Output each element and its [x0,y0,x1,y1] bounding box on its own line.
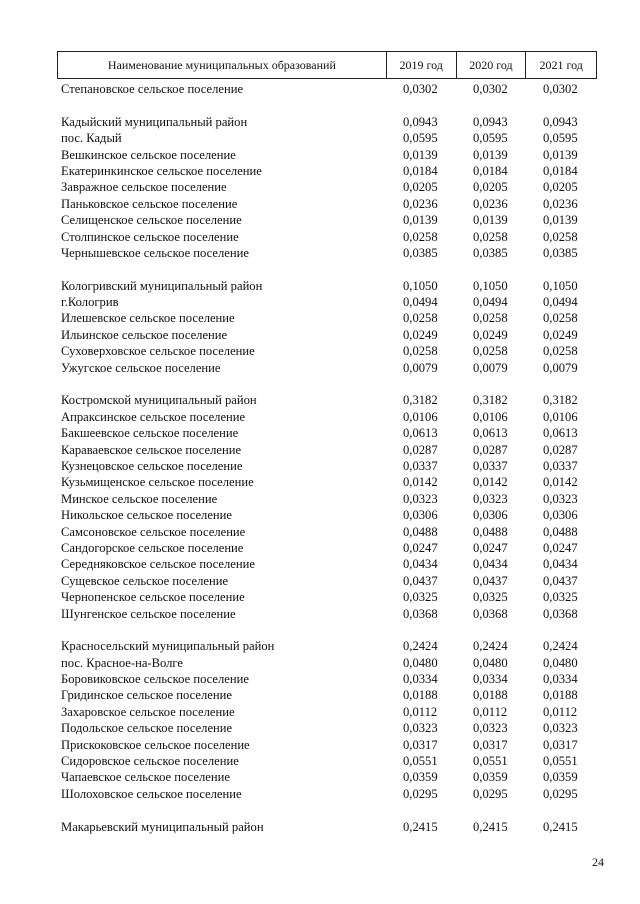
value-cell: 0,0188 [543,688,578,703]
value-cell: 0,0188 [473,688,508,703]
municipality-name: Апраксинское сельское поселение [61,409,246,424]
municipality-name: Суховерховское сельское поселение [61,344,255,359]
table-row [57,245,597,261]
municipality-name: Чернышевское сельское поселение [61,245,249,260]
value-cell: 0,0613 [543,426,578,441]
table-row [57,524,597,540]
municipality-name: Екатеринкинское сельское поселение [61,163,262,178]
value-cell: 0,0247 [473,540,508,555]
table-row [57,163,597,179]
value-cell: 0,0142 [543,475,578,490]
table-row [57,737,597,753]
municipality-name: Ужугское сельское поселение [61,360,221,375]
municipality-name: Кологривский муниципальный район [61,278,263,293]
value-cell: 0,3182 [543,393,578,408]
value-cell: 0,0317 [403,737,438,752]
table-row [57,720,597,736]
value-cell: 0,0595 [403,131,438,146]
municipality-name: Сидоровское сельское поселение [61,754,239,769]
municipality-name: Караваевское сельское поселение [61,442,242,457]
value-cell: 0,0551 [543,754,578,769]
municipality-name: г.Кологрив [61,295,119,310]
value-cell: 0,0112 [473,704,508,719]
value-cell: 0,0943 [543,114,578,129]
table-row [57,589,597,605]
value-cell: 0,0385 [543,245,578,260]
value-cell: 0,0334 [543,672,578,687]
value-cell: 0,0295 [543,786,578,801]
value-cell: 0,0247 [543,540,578,555]
value-cell: 0,0488 [403,524,438,539]
value-cell: 0,0437 [543,573,578,588]
municipality-name: Прискоковское сельское поселение [61,737,250,752]
municipality-name: Чернопенское сельское поселение [61,590,245,605]
value-cell: 0,0295 [473,786,508,801]
value-cell: 0,2415 [473,819,508,834]
table-row [57,704,597,720]
value-cell: 0,0247 [403,540,438,555]
table-row [57,769,597,785]
value-cell: 0,0184 [403,163,438,178]
value-cell: 0,0139 [473,213,508,228]
table-row [57,606,597,622]
value-cell: 0,0488 [473,524,508,539]
value-cell: 0,0325 [403,590,438,605]
municipality-name: Самсоновское сельское поселение [61,524,246,539]
value-cell: 0,3182 [473,393,508,408]
table-body [57,81,597,835]
value-cell: 0,0368 [403,606,438,621]
table-row [57,638,597,654]
municipality-name: пос. Красное-на-Волге [61,655,184,670]
header-year-2019: 2019 год [387,52,457,78]
municipality-name: Вешкинское сельское поселение [61,147,236,162]
municipal-table [57,51,597,835]
value-cell: 0,0368 [473,606,508,621]
value-cell: 0,0494 [403,295,438,310]
value-cell: 0,0205 [473,180,508,195]
value-cell: 0,0437 [403,573,438,588]
value-cell: 0,0295 [403,786,438,801]
municipality-name: Сандогорское сельское поселение [61,540,244,555]
municipality-name: Чапаевское сельское поселение [61,770,230,785]
municipality-name: Кадыйский муниципальный район [61,114,248,129]
municipality-name: Шунгенское сельское поселение [61,606,236,621]
table-row [57,196,597,212]
table-row [57,458,597,474]
value-cell: 0,0184 [473,163,508,178]
table-row [57,786,597,802]
table-row [57,474,597,490]
value-cell: 0,0337 [473,458,508,473]
value-cell: 0,0236 [403,196,438,211]
value-cell: 0,0258 [543,311,578,326]
value-cell: 0,0287 [543,442,578,457]
value-cell: 0,0359 [403,770,438,785]
value-cell: 0,0184 [543,163,578,178]
value-cell: 0,0139 [543,213,578,228]
value-cell: 0,0139 [473,147,508,162]
header-year-2020: 2020 год [457,52,527,78]
value-cell: 0,0258 [473,229,508,244]
municipality-name: Паньковское сельское поселение [61,196,238,211]
municipality-name: Завражное сельское поселение [61,180,227,195]
table-row [57,655,597,671]
value-cell: 0,0258 [473,311,508,326]
value-cell: 0,0112 [403,704,438,719]
municipality-name: Селищенское сельское поселение [61,213,242,228]
value-cell: 0,0142 [473,475,508,490]
value-cell: 0,0317 [473,737,508,752]
table-row [57,114,597,130]
value-cell: 0,0258 [403,311,438,326]
table-row [57,229,597,245]
value-cell: 0,3182 [403,393,438,408]
municipality-name: Минское сельское поселение [61,491,218,506]
municipality-name: Столпинское сельское поселение [61,229,239,244]
value-cell: 0,0385 [403,245,438,260]
value-cell: 0,0106 [543,409,578,424]
table-row [57,409,597,425]
table-row [57,819,597,835]
municipality-name: Кузнецовское сельское поселение [61,458,243,473]
municipality-name: Красносельский муниципальный район [61,639,275,654]
value-cell: 0,0249 [473,327,508,342]
table-row [57,507,597,523]
page-number: 24 [592,855,604,869]
municipality-name: Никольское сельское поселение [61,508,232,523]
spacer-row [57,261,597,277]
value-cell: 0,0287 [473,442,508,457]
table-row [57,671,597,687]
value-cell: 0,0306 [403,508,438,523]
spacer-row [57,97,597,113]
table-row [57,81,597,97]
value-cell: 0,0302 [403,82,438,96]
value-cell: 0,0437 [473,573,508,588]
value-cell: 0,0334 [473,672,508,687]
municipality-name: Кузьмищенское сельское поселение [61,475,254,490]
header-name-column: Наименование муниципальных образований [58,52,387,78]
value-cell: 0,0943 [403,114,438,129]
spacer-row [57,376,597,392]
value-cell: 0,0434 [543,557,578,572]
value-cell: 0,1050 [403,278,438,293]
value-cell: 0,0359 [473,770,508,785]
value-cell: 0,0337 [543,458,578,473]
value-cell: 0,0258 [403,344,438,359]
municipality-name: Захаровское сельское поселение [61,704,235,719]
value-cell: 0,0188 [403,688,438,703]
table-row [57,179,597,195]
value-cell: 0,2415 [543,819,578,834]
spacer-row [57,802,597,818]
table-row [57,294,597,310]
value-cell: 0,0943 [473,114,508,129]
municipality-name: Боровиковское сельское поселение [61,672,249,687]
value-cell: 0,0613 [403,426,438,441]
table-row [57,360,597,376]
municipality-name: Гридинское сельское поселение [61,688,232,703]
value-cell: 0,0325 [543,590,578,605]
table-row [57,573,597,589]
municipality-name: Макарьевский муниципальный район [61,819,264,834]
value-cell: 0,0205 [543,180,578,195]
value-cell: 0,0323 [473,721,508,736]
value-cell: 0,1050 [473,278,508,293]
value-cell: 0,0359 [543,770,578,785]
value-cell: 0,0236 [473,196,508,211]
municipality-name: пос. Кадый [61,131,122,146]
value-cell: 0,0142 [403,475,438,490]
table-row [57,327,597,343]
value-cell: 0,0434 [473,557,508,572]
value-cell: 0,2415 [403,819,438,834]
table-header [57,51,597,79]
municipality-name: Середняковское сельское поселение [61,557,255,572]
value-cell: 0,0139 [403,213,438,228]
table-row [57,310,597,326]
value-cell: 0,0302 [543,82,578,96]
header-year-2021: 2021 год [539,57,583,72]
value-cell: 0,1050 [543,278,578,293]
table-row [57,491,597,507]
municipality-name: Бакшеевское сельское поселение [61,426,239,441]
table-row [57,687,597,703]
table-row [57,753,597,769]
value-cell: 0,0139 [403,147,438,162]
value-cell: 0,0079 [473,360,508,375]
value-cell: 0,2424 [403,639,438,654]
table-row [57,147,597,163]
spacer-row [57,622,597,638]
municipality-name: Ильинское сельское поселение [61,327,228,342]
value-cell: 0,0079 [543,360,578,375]
value-cell: 0,0323 [543,491,578,506]
municipality-name: Илешевское сельское поселение [61,311,235,326]
municipality-name: Подольское сельское поселение [61,721,233,736]
value-cell: 0,2424 [473,639,508,654]
value-cell: 0,0494 [473,295,508,310]
value-cell: 0,0323 [543,721,578,736]
value-cell: 0,0258 [403,229,438,244]
value-cell: 0,0368 [543,606,578,621]
value-cell: 0,0106 [403,409,438,424]
value-cell: 0,0488 [543,524,578,539]
table-row [57,278,597,294]
value-cell: 0,0613 [473,426,508,441]
value-cell: 0,0302 [473,82,508,96]
value-cell: 0,0112 [543,704,578,719]
value-cell: 0,0494 [543,295,578,310]
value-cell: 0,0258 [543,229,578,244]
value-cell: 0,0258 [543,344,578,359]
value-cell: 0,0385 [473,245,508,260]
value-cell: 0,0249 [403,327,438,342]
value-cell: 0,0323 [403,721,438,736]
value-cell: 0,0306 [473,508,508,523]
value-cell: 0,0334 [403,672,438,687]
table-row [57,540,597,556]
value-cell: 0,0106 [473,409,508,424]
value-cell: 0,0337 [403,458,438,473]
table-row [57,212,597,228]
value-cell: 0,0205 [403,180,438,195]
value-cell: 0,0249 [543,327,578,342]
value-cell: 0,0551 [403,754,438,769]
municipality-name: Костромской муниципальный район [61,393,257,408]
value-cell: 0,0434 [403,557,438,572]
value-cell: 0,2424 [543,639,578,654]
value-cell: 0,0258 [473,344,508,359]
value-cell: 0,0323 [403,491,438,506]
value-cell: 0,0325 [473,590,508,605]
value-cell: 0,0595 [543,131,578,146]
table-row [57,556,597,572]
value-cell: 0,0079 [403,360,438,375]
value-cell: 0,0287 [403,442,438,457]
table-row [57,425,597,441]
value-cell: 0,0323 [473,491,508,506]
value-cell: 0,0595 [473,131,508,146]
table-row [57,442,597,458]
value-cell: 0,0480 [473,655,508,670]
value-cell: 0,0317 [543,737,578,752]
value-cell: 0,0551 [473,754,508,769]
value-cell: 0,0480 [403,655,438,670]
value-cell: 0,0139 [543,147,578,162]
value-cell: 0,0306 [543,508,578,523]
municipality-name: Степановское сельское поселение [61,82,244,96]
municipality-name: Шолоховское сельское поселение [61,786,242,801]
value-cell: 0,0236 [543,196,578,211]
value-cell: 0,0480 [543,655,578,670]
municipality-name: Сущевское сельское поселение [61,573,229,588]
table-row [57,392,597,408]
table-row [57,130,597,146]
table-row [57,343,597,359]
